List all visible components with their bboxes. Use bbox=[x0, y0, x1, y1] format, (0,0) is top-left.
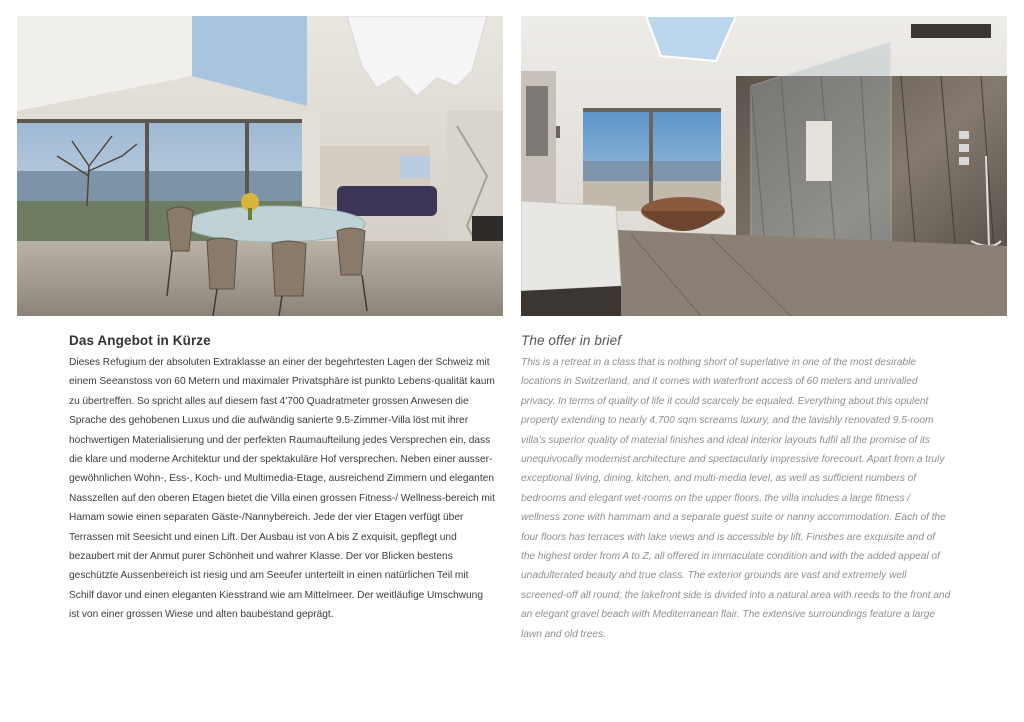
photo-living-dining-room bbox=[17, 16, 503, 316]
living-room-illustration bbox=[17, 16, 503, 316]
english-body-text: This is a retreat in a class that is nothing short of superlative in one of the most desirable locations in Switzerland, and it comes with waterfront access of 60 meters and unrivalled privacy. In terms of quality of life it could scarcely be equaled. Everything about this opulent property extending to nearly 4,700 sqm screams luxury, and the lavishly renovated 9.5-room villa’s superior quality of material finishes and ideal interior layouts fulfil all the promise of its unequivocally modernist architecture and spectacularly impressive forecourt. Apart from a truly exceptional living, dining, kitchen, and multi-media level, as well as sufficient numbers of bedrooms and elegant wet-rooms on the upper floors, the villa includes a large fitness / wellness zone with hammam and a separate guest suite or nanny accommodation. Each of the four floors has terraces with lake views and is accessible by lift. Finishes are exquisite and of the highest order from A to Z, all offered in immaculate condition and with the added appeal of unadulterated beauty and true class. The exterior grounds are vast and extremely well screened-off all round; the lakefront side is divided into a natural area with reeds to the front and an elegant gravel beach with Mediterranean flair. The extensive surroundings feature a large lawn and old trees. bbox=[521, 357, 951, 640]
english-description bbox=[521, 333, 951, 644]
german-description bbox=[69, 333, 495, 625]
photo-bathroom bbox=[521, 16, 1007, 316]
bathroom-illustration bbox=[521, 16, 1007, 316]
german-heading: Das Angebot in Kürze bbox=[69, 333, 211, 348]
german-body-text: Dieses Refugium der absoluten Extraklasse an einer der begehrtesten Lagen der Schweiz mit einem Seeanstoss von 60 Metern und maximaler Privatsphäre ist punkto Lebens-qualität kaum zu übertreffen. So spricht alles auf diesem fast 4'700 Quadratmeter grossen Anwesen die Sprache des gehobenen Luxus und die aufwändig sanierte 9.5-Zimmer-Villa löst mit ihrer hochwertigen Materialisierung und der perfekten Raumaufteilung jedes Versprechen ein, dass die klare und moderne Architektur und der spektakuläre Hof versprechen. Neben einer ausser-gewöhnlichen Wohn-, Ess-, Koch- und Multimedia-Etage, ausreichend Zimmern und eleganten Nasszellen auf den oberen Etagen bietet die Villa einen grossen Fitness-/ Wellness-bereich mit Hamam sowie einen separaten Gäste-/Nannybereich. Jede der vier Etagen verfügt über Terrassen mit Seesicht und einen Lift. Der Ausbau ist von A bis Z exquisit, gepflegt und bezaubert mit der Anmut purer Schönheit und wahrer Klasse. Der vor Blicken bestens geschützte Aussenbereich ist riesig und am Seeufer unterteilt in einen natürlichen Teil mit Schilf davor und einen eleganten Kiesstrand wie am Mittelmeer. Der weitläufige Umschwung ist von einer grossen Wiese und alten baubestand geprägt. bbox=[69, 357, 495, 621]
english-heading: The offer in brief bbox=[521, 333, 622, 348]
